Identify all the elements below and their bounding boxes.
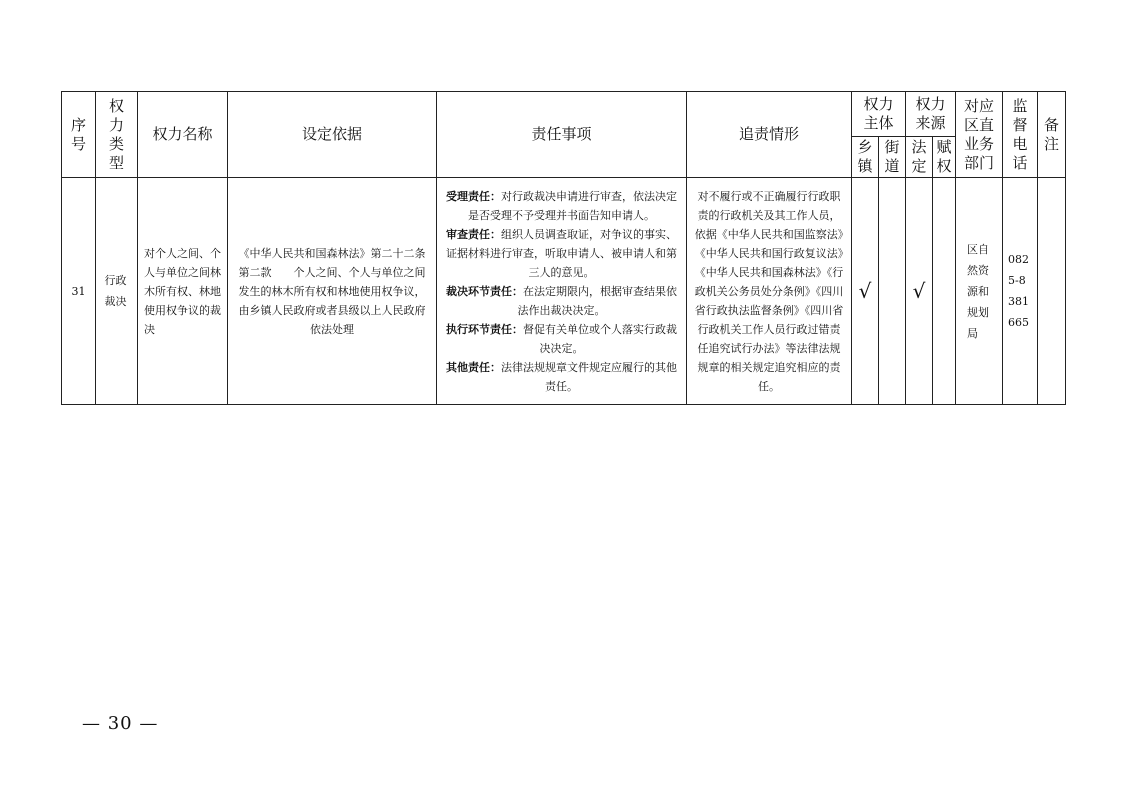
resp-label: 受理责任： [446, 189, 501, 203]
row-street-check [879, 178, 906, 405]
header-dept-text: 对应区直业务部门 [963, 96, 994, 172]
row-dept [956, 178, 1003, 405]
power-list-table [61, 91, 1066, 405]
row-seq: 31 [62, 178, 96, 405]
header-type-text: 权力类型 [108, 96, 124, 172]
page-number: — 30 — [82, 713, 159, 734]
row-legal-check: √ [906, 178, 933, 405]
table-row [62, 178, 1066, 405]
header-seq [62, 92, 96, 178]
row-type [96, 178, 138, 405]
header-phone-text: 监督电话 [1012, 96, 1028, 172]
header-source [906, 92, 956, 137]
resp-label: 执行环节责任： [446, 322, 523, 336]
header-subject-text: 权力主体 [863, 95, 894, 132]
row-granted-check [933, 178, 956, 405]
row-dept-text: 区自然资源和规划局 [967, 242, 989, 340]
header-subject-town [852, 137, 879, 178]
row-basis: 《中华人民共和国森林法》第二十二条第二款 个人之间、个人与单位之间发生的林木所有权和林地使用权争议，由乡镇人民政府或者县级以上人民政府依法处理 [228, 178, 437, 405]
row-name: 对个人之间、个人与单位之间林木所有权、林地使用权争议的裁决 [138, 178, 228, 405]
header-remark-text: 备注 [1043, 115, 1059, 153]
header-source-granted [933, 137, 956, 178]
header-source-text: 权力来源 [915, 95, 946, 132]
row-type-text: 行政裁决 [104, 274, 127, 308]
header-subject-street [879, 137, 906, 178]
header-accountability: 追责情形 [687, 92, 852, 178]
resp-item-review [443, 225, 680, 282]
resp-text: 对行政裁决申请进行审查，依法决定是否受理不予受理并书面告知申请人。 [468, 189, 677, 222]
row-responsibilities [437, 178, 687, 405]
resp-item-accept [443, 187, 680, 225]
header-basis: 设定依据 [228, 92, 437, 178]
resp-text: 在法定期限内，根据审查结果依法作出裁决决定。 [517, 284, 677, 317]
resp-label: 其他责任： [446, 360, 501, 374]
resp-item-execute [443, 320, 680, 358]
resp-item-other [443, 358, 680, 396]
resp-label: 审查责任： [446, 227, 501, 241]
resp-text: 组织人员调查取证，对争议的事实、证据材料进行审查，听取申请人、被申请人和第三人的意见。 [446, 227, 677, 279]
header-source-legal [906, 137, 933, 178]
header-street-text: 街道 [884, 138, 900, 175]
resp-text: 督促有关单位或个人落实行政裁决决定。 [523, 322, 677, 355]
header-phone [1003, 92, 1038, 178]
header-seq-text: 序号 [70, 115, 86, 153]
header-granted-text: 赋权 [936, 138, 952, 175]
row-accountability: 对不履行或不正确履行行政职责的行政机关及其工作人员，依据《中华人民共和国监察法》《中华人民共和国行政复议法》《中华人民共和国森林法》《行政机关公务员处分条例》《四川省行政执法监督条例》《四川省行政机关工作人员行政过错责任追究试行办法》等法律法规规章的相关规定追究相应的责任。 [687, 178, 852, 405]
resp-text: 法律法规规章文件规定应履行的其他责任。 [501, 360, 677, 393]
header-subject [852, 92, 906, 137]
header-town-text: 乡镇 [857, 138, 873, 175]
header-remark [1038, 92, 1066, 178]
row-phone-text: 0825-8381665 [1008, 253, 1029, 329]
row-phone [1003, 178, 1038, 405]
header-name: 权力名称 [138, 92, 228, 178]
row-remark [1038, 178, 1066, 405]
resp-label: 裁决环节责任： [446, 284, 523, 298]
header-dept [956, 92, 1003, 178]
row-town-check: √ [852, 178, 879, 405]
resp-item-ruling [443, 282, 680, 320]
header-responsibility: 责任事项 [437, 92, 687, 178]
header-type [96, 92, 138, 178]
header-legal-text: 法定 [911, 138, 927, 175]
